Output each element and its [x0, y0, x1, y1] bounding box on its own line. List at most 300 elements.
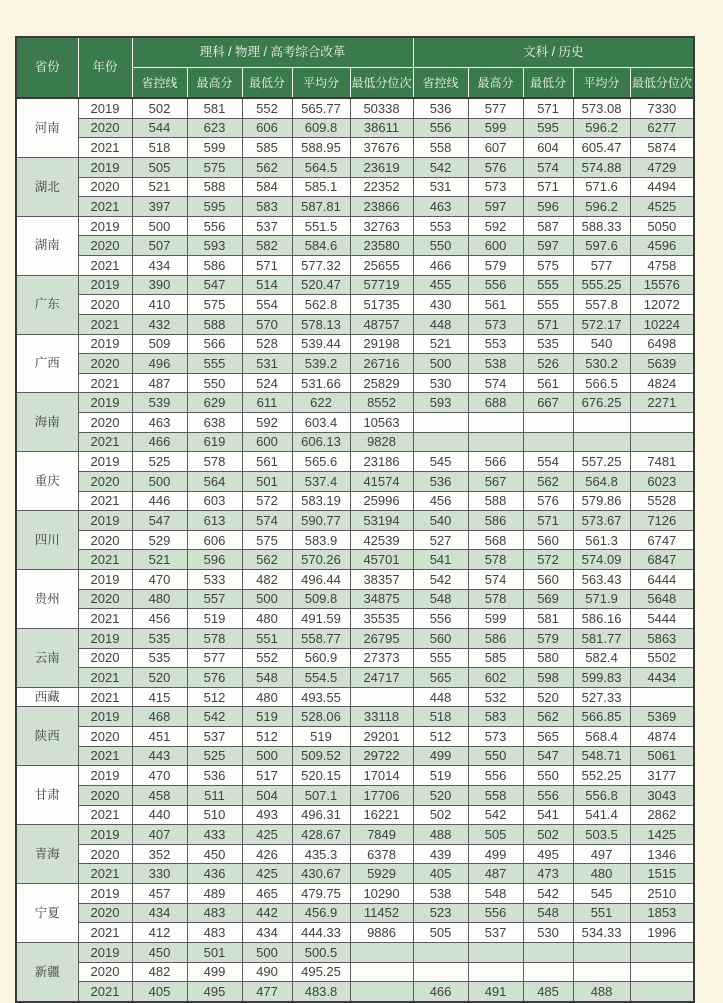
year-cell: 2020: [78, 648, 132, 668]
header-science-max-score: 最高分: [187, 68, 242, 99]
province-cell: 湖南: [16, 216, 78, 275]
score-cell: 507: [132, 236, 187, 256]
score-cell: 609.8: [292, 118, 350, 138]
score-cell: 477: [242, 982, 292, 1002]
year-cell: 2021: [78, 432, 132, 452]
score-cell: 433: [187, 825, 242, 845]
score-cell: 536: [413, 471, 468, 491]
score-cell: 555.25: [573, 275, 630, 295]
table-row: [16, 275, 694, 295]
score-cell: 566: [468, 452, 523, 472]
score-cell: 583: [468, 707, 523, 727]
score-cell: 483.8: [292, 982, 350, 1002]
table-row: [16, 707, 694, 727]
score-cell: 493: [242, 805, 292, 825]
table-row: [16, 648, 694, 668]
score-cell: 482: [242, 570, 292, 590]
score-cell: 578: [187, 628, 242, 648]
score-cell: 555: [187, 354, 242, 374]
header-arts-min-score: 最低分: [523, 68, 573, 99]
score-cell: 526: [523, 354, 573, 374]
score-cell: 455: [413, 275, 468, 295]
score-cell: 26795: [350, 628, 413, 648]
score-cell: [573, 942, 630, 962]
score-cell: 519: [242, 707, 292, 727]
score-cell: [468, 942, 523, 962]
score-cell: 529: [132, 530, 187, 550]
score-cell: 583.9: [292, 530, 350, 550]
score-cell: 554.5: [292, 668, 350, 688]
score-cell: 4596: [630, 236, 694, 256]
score-cell: 577: [468, 98, 523, 118]
score-cell: 489: [187, 884, 242, 904]
score-cell: 499: [413, 746, 468, 766]
score-cell: 9886: [350, 923, 413, 943]
year-cell: 2020: [78, 844, 132, 864]
score-cell: [468, 432, 523, 452]
score-cell: 463: [413, 197, 468, 217]
table-row: [16, 550, 694, 570]
year-cell: 2020: [78, 530, 132, 550]
score-cell: 531: [413, 177, 468, 197]
table-row: [16, 354, 694, 374]
score-cell: 430.67: [292, 864, 350, 884]
table-row: [16, 432, 694, 452]
score-cell: 470: [132, 570, 187, 590]
score-cell: 560: [413, 628, 468, 648]
score-cell: [523, 962, 573, 982]
score-cell: 552.25: [573, 766, 630, 786]
table-row: [16, 256, 694, 276]
score-cell: 575: [523, 256, 573, 276]
score-cell: 524: [242, 373, 292, 393]
score-cell: 573: [468, 314, 523, 334]
score-cell: 57719: [350, 275, 413, 295]
table-row: [16, 118, 694, 138]
score-cell: 596: [187, 550, 242, 570]
score-cell: 7481: [630, 452, 694, 472]
score-cell: 585.1: [292, 177, 350, 197]
score-cell: 491: [468, 982, 523, 1002]
score-cell: 530: [413, 373, 468, 393]
table-row: [16, 746, 694, 766]
score-cell: 562: [242, 550, 292, 570]
score-cell: 550: [413, 236, 468, 256]
score-cell: 575: [242, 530, 292, 550]
score-cell: 575: [187, 295, 242, 315]
score-cell: 11452: [350, 903, 413, 923]
score-cell: 502: [523, 825, 573, 845]
score-cell: 1425: [630, 825, 694, 845]
score-cell: 500: [242, 746, 292, 766]
score-cell: 6444: [630, 570, 694, 590]
score-cell: 556: [468, 903, 523, 923]
table-row: [16, 236, 694, 256]
table-row: [16, 962, 694, 982]
score-cell: 405: [132, 982, 187, 1002]
score-cell: 500: [132, 216, 187, 236]
score-cell: 435.3: [292, 844, 350, 864]
score-cell: 10563: [350, 413, 413, 433]
score-cell: 542: [187, 707, 242, 727]
score-cell: 23866: [350, 197, 413, 217]
score-cell: 470: [132, 766, 187, 786]
score-cell: 541: [523, 805, 573, 825]
score-cell: 563.43: [573, 570, 630, 590]
score-cell: 536: [187, 766, 242, 786]
score-cell: 537: [242, 216, 292, 236]
score-cell: 8552: [350, 393, 413, 413]
score-cell: 440: [132, 805, 187, 825]
score-cell: 540: [413, 511, 468, 531]
score-cell: 571: [242, 256, 292, 276]
score-cell: 539: [132, 393, 187, 413]
table-row: [16, 295, 694, 315]
header-arts-group: 文科 / 历史: [413, 37, 694, 68]
score-cell: 548: [413, 589, 468, 609]
table-row: [16, 197, 694, 217]
year-cell: 2020: [78, 589, 132, 609]
score-cell: 7126: [630, 511, 694, 531]
score-cell: 558: [468, 785, 523, 805]
score-cell: [573, 413, 630, 433]
score-cell: 561: [242, 452, 292, 472]
score-cell: 519: [413, 766, 468, 786]
score-cell: 26716: [350, 354, 413, 374]
score-cell: 514: [242, 275, 292, 295]
score-cell: 586: [468, 511, 523, 531]
year-cell: 2021: [78, 668, 132, 688]
score-cell: 545: [413, 452, 468, 472]
score-cell: 42539: [350, 530, 413, 550]
score-cell: 542: [413, 157, 468, 177]
score-cell: 512: [187, 687, 242, 707]
score-cell: 572.17: [573, 314, 630, 334]
province-cell: 宁夏: [16, 884, 78, 943]
score-cell: 7849: [350, 825, 413, 845]
score-cell: 479.75: [292, 884, 350, 904]
year-cell: 2021: [78, 609, 132, 629]
score-cell: 537: [468, 923, 523, 943]
year-cell: 2021: [78, 805, 132, 825]
score-cell: 556: [413, 118, 468, 138]
score-cell: 592: [468, 216, 523, 236]
score-cell: 613: [187, 511, 242, 531]
score-cell: [523, 942, 573, 962]
year-cell: 2020: [78, 354, 132, 374]
score-cell: 576: [187, 668, 242, 688]
year-cell: 2019: [78, 393, 132, 413]
table-header: [16, 37, 694, 98]
score-cell: 568.4: [573, 727, 630, 747]
score-cell: 480: [573, 864, 630, 884]
score-cell: 553: [413, 216, 468, 236]
score-cell: 557: [187, 589, 242, 609]
score-cell: 490: [242, 962, 292, 982]
score-cell: 520: [413, 785, 468, 805]
score-cell: 5639: [630, 354, 694, 374]
score-cell: 602: [468, 668, 523, 688]
score-cell: 500: [242, 942, 292, 962]
score-cell: 573.08: [573, 98, 630, 118]
score-cell: 487: [132, 373, 187, 393]
year-cell: 2021: [78, 687, 132, 707]
score-cell: 576: [523, 491, 573, 511]
score-cell: 583: [242, 197, 292, 217]
score-cell: 582: [242, 236, 292, 256]
score-cell: 5050: [630, 216, 694, 236]
score-cell: 24717: [350, 668, 413, 688]
score-cell: 571: [523, 511, 573, 531]
score-cell: 587.81: [292, 197, 350, 217]
score-cell: 561: [523, 373, 573, 393]
score-cell: 540: [573, 334, 630, 354]
score-cell: 581: [187, 98, 242, 118]
score-cell: 5528: [630, 491, 694, 511]
score-cell: 496.31: [292, 805, 350, 825]
score-cell: 5061: [630, 746, 694, 766]
header-arts-control-line: 省控线: [413, 68, 468, 99]
year-cell: 2019: [78, 511, 132, 531]
score-cell: 572: [242, 491, 292, 511]
score-cell: 448: [413, 314, 468, 334]
score-cell: 667: [523, 393, 573, 413]
score-cell: 17014: [350, 766, 413, 786]
score-cell: 443: [132, 746, 187, 766]
score-cell: 565.6: [292, 452, 350, 472]
score-cell: 528.06: [292, 707, 350, 727]
score-cell: 38357: [350, 570, 413, 590]
score-cell: 17706: [350, 785, 413, 805]
score-cell: 463: [132, 413, 187, 433]
score-cell: 487: [468, 864, 523, 884]
score-cell: 537: [187, 727, 242, 747]
score-cell: 434: [242, 923, 292, 943]
table-row: [16, 864, 694, 884]
header-arts-min-rank: 最低分位次: [630, 68, 694, 99]
score-cell: 5929: [350, 864, 413, 884]
score-cell: 548: [242, 668, 292, 688]
score-cell: 551.5: [292, 216, 350, 236]
score-cell: 596: [523, 197, 573, 217]
table-row: [16, 157, 694, 177]
score-cell: 510: [187, 805, 242, 825]
score-cell: 496.44: [292, 570, 350, 590]
score-cell: 4729: [630, 157, 694, 177]
score-cell: 570: [242, 314, 292, 334]
score-cell: 578: [468, 550, 523, 570]
score-cell: 22352: [350, 177, 413, 197]
score-cell: 588: [187, 314, 242, 334]
score-cell: 500.5: [292, 942, 350, 962]
score-cell: [573, 962, 630, 982]
score-cell: [468, 962, 523, 982]
score-cell: 550: [468, 746, 523, 766]
score-cell: 407: [132, 825, 187, 845]
score-cell: 502: [413, 805, 468, 825]
score-cell: 444.33: [292, 923, 350, 943]
table-row: [16, 785, 694, 805]
score-cell: 604: [523, 138, 573, 158]
score-cell: 597: [523, 236, 573, 256]
score-cell: 1346: [630, 844, 694, 864]
score-cell: 38611: [350, 118, 413, 138]
score-cell: 10224: [630, 314, 694, 334]
score-cell: 51735: [350, 295, 413, 315]
score-cell: 527: [413, 530, 468, 550]
score-cell: 519: [292, 727, 350, 747]
score-cell: 569: [523, 589, 573, 609]
score-cell: 41574: [350, 471, 413, 491]
score-cell: 2862: [630, 805, 694, 825]
score-cell: 480: [132, 589, 187, 609]
score-cell: 507.1: [292, 785, 350, 805]
score-cell: 565.77: [292, 98, 350, 118]
year-cell: 2019: [78, 570, 132, 590]
score-cell: [350, 687, 413, 707]
score-cell: 330: [132, 864, 187, 884]
year-cell: 2021: [78, 864, 132, 884]
score-cell: 458: [132, 785, 187, 805]
year-cell: 2021: [78, 314, 132, 334]
score-cell: 525: [132, 452, 187, 472]
score-cell: 509: [132, 334, 187, 354]
score-cell: [523, 413, 573, 433]
score-cell: 25829: [350, 373, 413, 393]
score-cell: 505: [468, 825, 523, 845]
table-row: [16, 668, 694, 688]
score-cell: 457: [132, 884, 187, 904]
score-cell: 586: [187, 256, 242, 276]
province-cell: 西藏: [16, 687, 78, 707]
score-cell: 520: [523, 687, 573, 707]
score-cell: 571: [523, 98, 573, 118]
score-cell: 520.15: [292, 766, 350, 786]
score-cell: 556: [468, 275, 523, 295]
score-cell: 509.52: [292, 746, 350, 766]
year-cell: 2020: [78, 903, 132, 923]
score-cell: 551: [242, 628, 292, 648]
score-cell: 500: [242, 589, 292, 609]
score-cell: 552: [242, 648, 292, 668]
year-cell: 2019: [78, 766, 132, 786]
score-cell: 530.2: [573, 354, 630, 374]
score-cell: 556.8: [573, 785, 630, 805]
score-cell: 586.16: [573, 609, 630, 629]
score-cell: 519: [187, 609, 242, 629]
score-cell: 599: [468, 609, 523, 629]
score-cell: 579: [468, 256, 523, 276]
table-row: [16, 570, 694, 590]
table-row: [16, 216, 694, 236]
score-cell: 491.59: [292, 609, 350, 629]
score-cell: 539.2: [292, 354, 350, 374]
score-cell: 496: [132, 354, 187, 374]
score-cell: 577: [573, 256, 630, 276]
score-cell: 434: [132, 256, 187, 276]
score-cell: 555: [413, 648, 468, 668]
table-row: [16, 334, 694, 354]
score-cell: 562: [242, 157, 292, 177]
table-row: [16, 98, 694, 118]
score-cell: 585: [468, 648, 523, 668]
score-cell: 3043: [630, 785, 694, 805]
score-cell: 600: [468, 236, 523, 256]
score-cell: 3177: [630, 766, 694, 786]
score-cell: 535: [523, 334, 573, 354]
year-cell: 2021: [78, 256, 132, 276]
score-cell: 605.47: [573, 138, 630, 158]
table-row: [16, 628, 694, 648]
score-cell: 439: [413, 844, 468, 864]
score-cell: 468: [132, 707, 187, 727]
score-cell: 521: [413, 334, 468, 354]
score-cell: 556: [523, 785, 573, 805]
score-cell: 676.25: [573, 393, 630, 413]
score-cell: 538: [413, 884, 468, 904]
score-cell: 6277: [630, 118, 694, 138]
province-cell: 云南: [16, 628, 78, 687]
score-cell: 593: [187, 236, 242, 256]
score-cell: 573: [468, 177, 523, 197]
score-cell: 531.66: [292, 373, 350, 393]
score-cell: 456.9: [292, 903, 350, 923]
score-cell: 499: [468, 844, 523, 864]
table-row: [16, 687, 694, 707]
score-cell: 545: [573, 884, 630, 904]
header-science-control-line: 省控线: [132, 68, 187, 99]
header-arts-avg-score: 平均分: [573, 68, 630, 99]
score-cell: 6023: [630, 471, 694, 491]
score-cell: 2271: [630, 393, 694, 413]
score-cell: 577.32: [292, 256, 350, 276]
table-row: [16, 844, 694, 864]
score-cell: 566: [187, 334, 242, 354]
score-cell: 25655: [350, 256, 413, 276]
table-row: [16, 138, 694, 158]
score-cell: 520.47: [292, 275, 350, 295]
score-cell: 456: [132, 609, 187, 629]
score-cell: 535: [132, 648, 187, 668]
year-cell: 2020: [78, 962, 132, 982]
province-cell: 海南: [16, 393, 78, 452]
score-cell: 544: [132, 118, 187, 138]
score-cell: 571: [523, 177, 573, 197]
score-cell: 582.4: [573, 648, 630, 668]
score-cell: 599: [187, 138, 242, 158]
year-cell: 2019: [78, 157, 132, 177]
score-cell: 534.33: [573, 923, 630, 943]
score-cell: 548.71: [573, 746, 630, 766]
score-cell: 571: [523, 314, 573, 334]
score-cell: [630, 413, 694, 433]
score-cell: 521: [132, 177, 187, 197]
score-cell: 505: [132, 157, 187, 177]
score-cell: 570.26: [292, 550, 350, 570]
score-cell: 436: [187, 864, 242, 884]
score-cell: 554: [523, 452, 573, 472]
score-cell: [350, 982, 413, 1002]
score-cell: 588: [468, 491, 523, 511]
score-cell: 473: [523, 864, 573, 884]
score-cell: 1996: [630, 923, 694, 943]
score-cell: 5444: [630, 609, 694, 629]
score-cell: 556: [468, 766, 523, 786]
year-cell: 2020: [78, 785, 132, 805]
score-cell: 527.33: [573, 687, 630, 707]
score-cell: 550: [187, 373, 242, 393]
score-cell: 564: [187, 471, 242, 491]
